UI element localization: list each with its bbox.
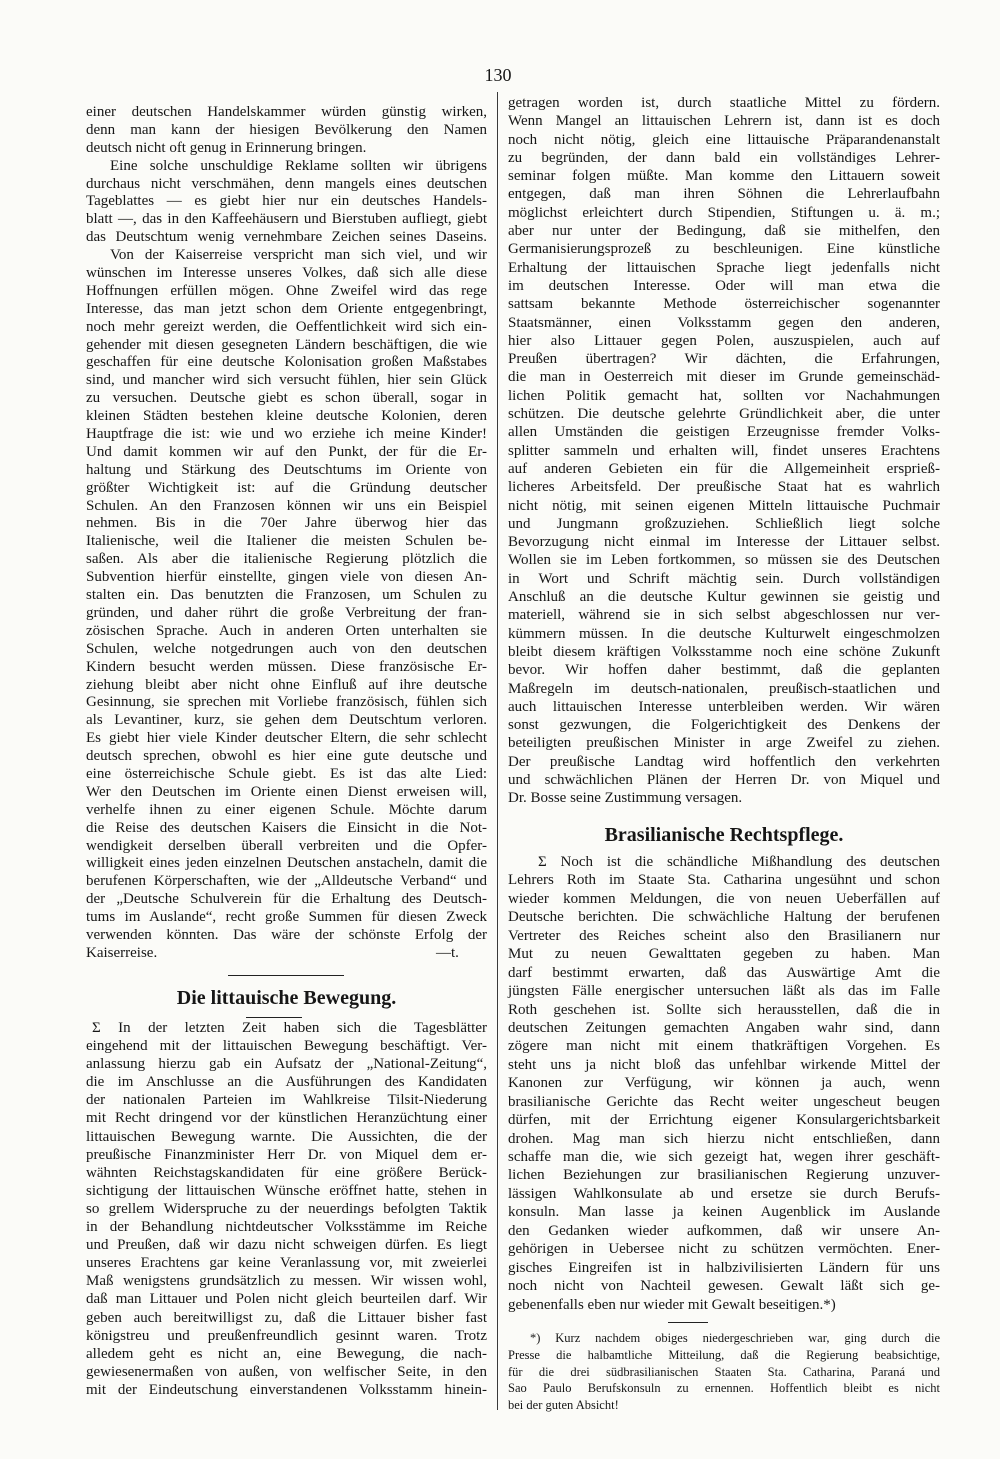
heading-underline-rule [246,1017,302,1018]
text-line: sattsam bekannte Methode österreichischer sogenannter [508,296,940,313]
littauische-bewegung-continued-text [508,94,940,808]
page-number: 130 [484,65,512,85]
text-line: schützen. Die deutsche gelehrte Gründlichkeit aber, die unter [508,406,940,423]
text-line: haltung und Stärkung des Deutschtums im Oriente von [86,461,487,478]
text-line: denn man kann der hiesigen Bevölkerung den Namen [86,121,487,138]
text-line: verwenden könnten. Das wäre der schönste Erfolg der [86,926,487,943]
text-line: konsuln. Man lasse ja keinen Augenblick im Auslande [508,1204,940,1221]
text-line: sind, und mancher wird sich versucht fühlen, hier sein Glück [86,372,487,389]
text-line: preußische Finanzminister Herr Dr. von Miquel dem er- [86,1146,487,1163]
text-line: zu begründen, der dann bald ein vollständiges Lehrer- [508,149,940,166]
text-line: lässigen Wahlkonsulate ab und ersetze sie durch Berufs- [508,1185,940,1202]
text-line: Mut zu neuen Gewalttaten gegeben zu haben. Man [508,946,940,963]
text-line: Σ In der letzten Zeit haben sich die Tagesblätter [92,1020,487,1036]
text-line: beteiligten preußischen Minister in arge Zweifel zu ziehen. [508,735,940,752]
text-line: Erhaltung der littauischen Sprache liegt jedenfalls nicht [508,259,940,276]
text-line: Presse die halbamtliche Mitteilung, daß die Regierung beabsichtige, [508,1347,940,1362]
text-line: die man in Oesterreich mit dieser im Grunde gemeinschäd- [508,369,940,386]
text-line: lichen Politik gemacht hat, sollten vor Nachahmungen [508,387,940,404]
text-line: bleibt diesem kräftigen Volksstamme noch eine schöne Zukunft [508,643,940,660]
text-line: gründen, und daher rührt die große Verbreitung der fran- [86,604,487,621]
text-line: lichen Beziehungen zur brasilianischen Regierung unzuver- [508,1167,940,1184]
text-line: kleinen Städten bestehen kleine deutsche Kolonien, deren [86,408,487,425]
text-line: Subvention hierfür einstellte, gingen viele von diesen An- [86,569,487,586]
column-divider [497,92,498,1410]
text-line: berufenen Körperschaften, wie der „Alldeutsche Verband“ und [86,873,487,890]
text-line: der „Deutsche Schulverein für die Erhaltung des Deutsch- [86,891,487,908]
text-line: zösischen Sprache. Auch in anderen Orten unterhalten sie [86,622,487,639]
text-line: Von der Kaiserreise verspricht man sich viel, und wir [110,247,487,264]
text-line: das Deutschtum wenig vernehmbare Zeichen seines Daseins. [86,229,487,246]
text-line: gewiesenermaßen von außen, von welfischer Seite, in den [86,1363,487,1380]
text-line: wendigkeit derselben überall verbreiten und die Opfer- [86,837,487,854]
text-line: Und damit kommen wir auf den Punkt, der für die Er- [86,443,487,460]
text-line: splitter sammeln und erhalten will, findet unseres Erachtens [508,442,940,459]
text-line: Schulen, welche notgedrungen auch von den deutschen [86,640,487,657]
text-line: Deutsche berichten. Die schwächliche Haltung der berufenen [508,909,940,926]
article-heading-littauische-bewegung: Die littauische Bewegung. [176,987,397,1009]
text-line: ziehung bleibt aber nicht ohne Einfluß auf ihre deutsche [86,676,487,693]
text-line: deutschen Zeitungen gemachten Angaben wahr sind, dann [508,1019,940,1036]
text-line: bevor. Wir hoffen daher bestimmt, daß die geplanten [508,662,940,679]
text-line: auf anderen Gebieten ein für die Allgemeinheit ersprieß- [508,460,940,477]
text-line: Schulen. An den Franzosen können wir uns ein Beispiel [86,497,487,514]
text-line: Kanonen zur Verfügung, wir können ja auch, wenn [508,1075,940,1092]
text-line: wähnten Reichstagskandidaten für eine größere Berück- [86,1164,487,1181]
text-line: sonst gezwungen, die Folgerichtigkeit des Denkens der [508,717,940,734]
kaiserreise-article-text [86,104,487,963]
text-line: Der preußische Landtag wird hoffentlich den verkehrten [508,753,940,770]
text-line: Gesinnung, sie sprechen mit Vorliebe französisch, fühlen sich [86,694,487,711]
text-line: nehmen. Bis in die 70er Jahre überwog hier das [86,515,487,532]
brasilianische-rechtspflege-text [508,853,940,1314]
text-line: Staatsmänner, einen Volksstamm gegen den anderen, [508,314,940,331]
text-line: schaffe man die, wie sich gezeigt hat, wegen ihrer geschäft- [508,1149,940,1165]
text-line: deutsch nicht oft genug in Erinnerung bringen. [86,139,367,156]
text-line: jüngsten Fälle energischer untersuchen läßt als das im Falle [508,983,940,1000]
text-line: seminar folgen müßte. Man komme den Littauern soweit [508,168,940,185]
text-line: tums im Auslande“, recht große Summen für diesen Zweck [86,909,487,926]
text-line: gisches Eingreifen ist in halbzivilisierten Ländern für uns [508,1259,940,1276]
article-heading-brasilianische-rechtspflege: Brasilianische Rechtspflege. [604,824,844,846]
text-line: Kaiserreise. [86,944,158,961]
text-line: verhelfe ihnen zu einer eigenen Schule. Möchte darum [86,801,487,818]
text-line: noch nicht nötig, gleich eine littauische Präparandenanstalt [508,131,940,148]
text-line: getragen worden ist, durch staatliche Mittel zu fördern. [508,95,940,111]
text-line: Anschluß an die deutsche Kultur gewinnen sie geistig und [508,589,940,606]
text-line: anlassung hierzu gab ein Aufsatz der „National-Zeitung“, [86,1056,487,1073]
text-line: daß man Littauer und Polen nicht gleich beurteilen darf. Wir [86,1291,487,1308]
text-line: darf bestimmt erwarten, daß das Auswärtige Amt die [508,964,940,981]
text-line: stalten ein. Das benutzten die Franzosen, um Schulen zu [86,587,487,604]
text-line: als Levantiner, kurz, sie gehen dem Deutschtum verloren. [86,712,487,729]
text-line: gehender mit diesen gesegneten Ländern beschäftigen, die wie [86,336,487,353]
text-line: eine österreichische Schule giebt. Es ist das alte Lied: [86,765,487,782]
text-line: den Gedanken wieder aufkommen, daß wir unsere An- [508,1222,940,1239]
text-line: Hoffnungen erfüllen mögen. Ohne Zweifel wird das rege [86,282,487,299]
section-separator-rule [228,975,344,976]
text-line: zu versuchen. Deutsche giebt es schon überall, sogar in [86,390,487,407]
text-line: littauischen Bewegung warnte. Die Aussichten, die der [86,1128,487,1145]
text-line: Sao Paulo Berufskonsuln zu ernennen. Hoffentlich bleibt es nicht [508,1381,940,1396]
text-line: materiell, während sie in sich selbst abgeschlossen nur ver- [508,607,940,624]
text-line: allen Umständen die geistigen Erzeugnisse fremder Volks- [508,424,940,441]
text-line: einer deutschen Handelskammer würden günstig wirken, [86,104,487,120]
text-line: Maß wenigstens grundsätzlich zu messen. Wir wissen wohl, [86,1273,487,1290]
text-line: und Preußen, daß wir dazu nicht schweigen dürfen. Es liegt [86,1237,487,1254]
text-line: der nationalen Parteien im Wahlkreise Tilsit-Niederung [86,1092,487,1109]
text-line: so grellem Widerspruche zu der neuerdings befolgten Taktik [86,1200,487,1217]
text-line: mit der Eindeutschung einverstandenen Volksstamm hinein- [86,1381,487,1398]
text-line: für die drei südbrasilianischen Staaten Sta. Catharina, Paraná und [508,1364,940,1379]
text-line: zögere man nicht mit einem thatkräftigen Vorgehen. Es [508,1038,940,1055]
text-line: die im Anschlusse an die Ausführungen des Kandidaten [86,1074,487,1091]
text-line: Eine solche unschuldige Reklame sollten wir übrigens [110,157,487,174]
text-line: Kindern besucht werden müssen. Diese französische Er- [86,658,487,675]
text-line: Wenn Mangel an littauischen Lehrern ist, dann ist es doch [508,113,940,130]
text-line: saßen. Als aber die italienische Regierung plötzlich die [86,551,487,568]
text-line: wünschen im Interesse unseres Volkes, daß sich alle diese [86,265,487,282]
text-line: aber nur unter der Bedingung, daß sie mithelfen, den [508,223,940,240]
text-line: Wollen sie im Leben fortkommen, so müssen sie des Deutschen [508,552,940,569]
text-line: Interesse, das man jetzt schon dem Oriente entgegenbringt, [86,300,487,317]
text-line: Preußen übertragen? Wir dächten, die Erfahrungen, [508,351,940,368]
text-line: gebenenfalls eben nur wieder mit Gewalt beseitigen.*) [508,1296,836,1313]
text-line: willigkeit eines jeden einzelnen Deutschen anstacheln, damit die [86,855,487,872]
text-line: Lehrers Roth im Staate Sta. Catharina ungesühnt und schon [508,872,940,889]
text-line: in der Behandlung nichtdeutscher Volksstämme im Reiche [86,1219,487,1236]
text-line: durchaus nicht verschmähen, denn mangels eines deutschen [86,175,487,192]
text-line: unseres Erachtens gar keine Veranlassung vor, mit zweierlei [86,1255,487,1272]
text-line: nicht nötig, mit seinen eigenen Mitteln littauische Puchmair [508,497,940,514]
text-line: Σ Noch ist die schändliche Mißhandlung des deutschen [538,854,940,870]
text-line: Bevorzugung nicht einmal im Interesse der Littauer selbst. [508,534,940,551]
littauische-bewegung-text [86,1019,487,1399]
text-line: Hauptfrage die ist: wie und wo erziehe ich meine Kinder! [86,426,487,443]
text-line: Germanisierungsprozeß zu beschleunigen. Eine künstliche [508,241,940,258]
text-line: noch mehr gereizt werden, die Oeffentlichkeit wird sich ein- [86,318,487,335]
text-line: kümmern müssen. In die deutsche Kulturwelt eingeschmolzen [508,625,940,642]
text-line: eingehend mit der littauischen Bewegung beschäftigt. Ver- [86,1038,487,1055]
text-line: steht uns ja nicht bloß das unfehlbar wirkende Mittel der [508,1056,940,1073]
text-line: geschaffen für eine deutsche Kolonisation großen Maßstabes [86,354,487,371]
text-line: im deutschen Interesse. Oder will man etwa die [508,277,940,294]
text-line: Wer den Deutschen im Oriente einen Dienst erweisen will, [86,783,487,800]
text-line: entgegen, daß man ihren Söhnen die Lehrerlaufbahn [508,186,940,203]
author-signature: —t. [436,945,459,961]
text-line: *) Kurz nachdem obiges niedergeschrieben war, ging durch die [530,1331,940,1345]
text-line: bei der guten Absicht! [508,1398,619,1412]
text-line: königstreu und preußenfreundlich gesinnt waren. Trotz [86,1327,487,1344]
text-line: Italienische, weil die Italiener die meisten Schulen be- [86,533,487,550]
text-line: auch littauischen Interesse unterbleiben werden. Wir wären [508,698,940,715]
text-line: Vertreter des Reiches scheint also den Brasilianern nur [508,927,940,944]
text-line: Maßregeln im deutsch-nationalen, preußisch-staatlichen und [508,680,940,697]
text-line: gehörigen in Uebersee nicht zu schützen vermöchten. Ener- [508,1241,940,1258]
footnote-separator-rule [668,1322,708,1323]
footnote-text [508,1330,940,1414]
text-line: deutsch sprechen, obwohl es hier eine gute deutsche und [86,748,487,765]
text-line: licheres Arbeitsfeld. Der preußische Staat hat es wahrlich [508,479,940,496]
text-line: und Jungmann großzuziehen. Schließlich liegt solche [508,515,940,532]
text-line: und schwächlichen Plänen der Herren Dr. von Miquel und [508,771,940,788]
text-line: möglichst erleichtert durch Stipendien, Stiftungen u. ä. m.; [508,204,940,221]
text-line: die Reise des deutschen Kaisers die Einsicht in die Not- [86,819,487,836]
text-line: geben auch bereitwilligst zu, daß die Littauer bisher fast [86,1309,487,1326]
text-line: wieder kommen Meldungen, die von neuen Ueberfällen auf [508,890,940,907]
text-line: Tageblattes — es giebt hier nur ein deutsches Handels- [86,193,487,210]
text-line: mit Recht dringend vor der künstlichen Heranzüchtung einer [86,1110,487,1127]
text-line: Dr. Bosse seine Zustimmung versagen. [508,790,743,807]
text-line: blatt —, das in den Kaffeehäusern und Bierstuben aufliegt, giebt [86,211,487,228]
text-line: in Wort und Schrift mächtig sein. Durch vollständigen [508,570,940,587]
text-line: hier also Littauer gegen Polen, auszuspielen, auch auf [508,332,940,349]
text-line: noch nicht von Nachteil gewesen. Gewalt läßt sich ge- [508,1278,940,1295]
text-line: größter Wichtigkeit ist: auf die Gründung deutscher [86,479,487,496]
text-line: alledem geht es nicht an, eine Bewegung, die nach- [86,1345,487,1362]
text-line: sichtigung der littauischen Wünsche eröffnet hatte, stehen in [86,1182,487,1199]
text-line: brasilianische Gerichte das Recht weiter ungescheut beugen [508,1093,940,1110]
text-line: drohen. Mag man sich hierzu nicht entschließen, dann [508,1130,940,1147]
text-line: dürfen, mit der Errichtung eigener Konsulargerichtsbarkeit [508,1112,940,1129]
text-line: Es giebt hier viele Kinder deutscher Eltern, die sehr schlecht [86,730,487,747]
text-line: Roth geschehen ist. Sollte sich herausstellen, daß die in [508,1001,940,1018]
